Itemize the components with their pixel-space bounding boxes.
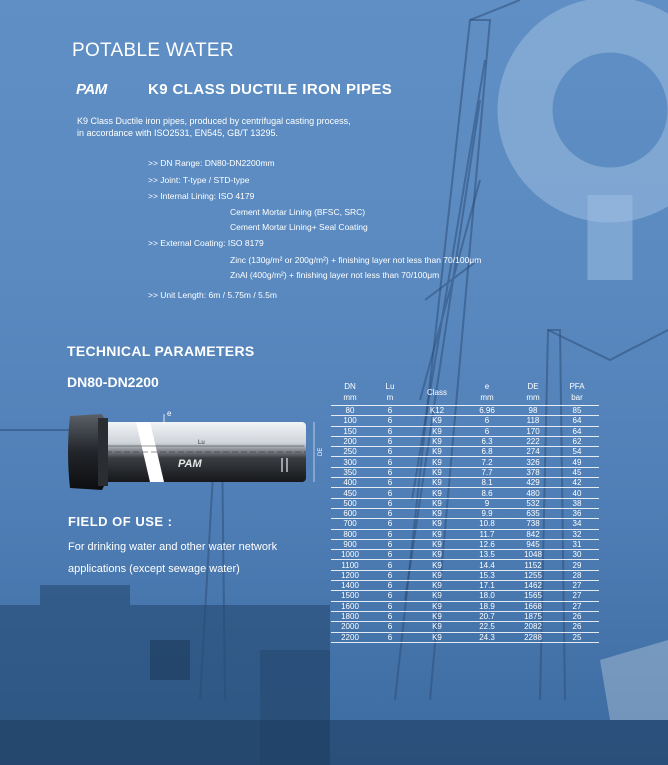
table-cell: 600 (331, 508, 369, 518)
table-cell: 6.96 (463, 406, 511, 416)
table-cell: 32 (555, 529, 599, 539)
table-cell: 27 (555, 581, 599, 591)
table-cell: 1875 (511, 611, 555, 621)
table-cell: 1000 (331, 550, 369, 560)
table-cell: 17.1 (463, 581, 511, 591)
table-row (331, 539, 599, 549)
table-cell: 1600 (331, 601, 369, 611)
table-cell: 7.7 (463, 467, 511, 477)
table-cell: 150 (331, 426, 369, 436)
table-cell: 6 (369, 632, 411, 642)
pipe-ring-graphic (525, 25, 668, 280)
table-row (331, 550, 599, 560)
table-cell: 6 (369, 457, 411, 467)
table-cell: 118 (511, 416, 555, 426)
table-row (331, 632, 599, 642)
table-cell: K9 (411, 457, 463, 467)
table-cell: 25 (555, 632, 599, 642)
table-row (331, 560, 599, 570)
table-cell: 8.6 (463, 488, 511, 498)
table-cell: K9 (411, 478, 463, 488)
table-cell: 11.7 (463, 529, 511, 539)
table-row (331, 601, 599, 611)
table-row (331, 611, 599, 621)
table-header-row (331, 379, 599, 406)
table-cell: 378 (511, 467, 555, 477)
table-cell: 20.7 (463, 611, 511, 621)
header-unit: mm (343, 393, 357, 402)
table-cell: 480 (511, 488, 555, 498)
table-row (331, 426, 599, 436)
header-label: Lu (385, 382, 395, 391)
field-of-use-text: For drinking water and other water network applications (except sewage water) (68, 541, 278, 575)
table-cell: 45 (555, 467, 599, 477)
table-cell: K12 (411, 406, 463, 416)
table-cell: 2288 (511, 632, 555, 642)
table-cell: 85 (555, 406, 599, 416)
table-cell: 2200 (331, 632, 369, 642)
field-of-use-title: FIELD OF USE : (68, 514, 173, 529)
table-cell: K9 (411, 581, 463, 591)
table-cell: 842 (511, 529, 555, 539)
table-row (331, 591, 599, 601)
table-cell: 27 (555, 591, 599, 601)
table-cell: 6 (369, 406, 411, 416)
spec-external-coating: >> External Coating: ISO 8179 (148, 238, 264, 248)
table-cell: 64 (555, 416, 599, 426)
spec-dn-range: >> DN Range: DN80-DN2200mm (148, 158, 275, 168)
table-header-cell (369, 379, 411, 406)
table-cell: 6 (369, 498, 411, 508)
technical-parameters-table (331, 379, 599, 643)
table-cell: 2000 (331, 622, 369, 632)
table-cell: 6 (369, 622, 411, 632)
table-row (331, 416, 599, 426)
spec-lining-option-1: Cement Mortar Lining (BFSC, SRC) (230, 207, 366, 217)
table-cell: 22.5 (463, 622, 511, 632)
table-cell: 6 (463, 416, 511, 426)
table-cell: K9 (411, 622, 463, 632)
table-cell: 6.8 (463, 447, 511, 457)
table-cell: 49 (555, 457, 599, 467)
table-cell: 1500 (331, 591, 369, 601)
table-cell: 6 (369, 601, 411, 611)
table-cell: 6 (369, 611, 411, 621)
intro-text (77, 115, 407, 139)
lu-label: Lu (198, 440, 205, 446)
table-cell: 15.3 (463, 570, 511, 580)
table-cell: 62 (555, 436, 599, 446)
table-cell: 38 (555, 498, 599, 508)
table-cell: 326 (511, 457, 555, 467)
table-cell: K9 (411, 570, 463, 580)
table-cell: K9 (411, 426, 463, 436)
table-cell: 27 (555, 601, 599, 611)
table-cell: 1565 (511, 591, 555, 601)
table-cell: 26 (555, 622, 599, 632)
table-cell: K9 (411, 601, 463, 611)
table-cell: 6 (369, 591, 411, 601)
table-cell: 29 (555, 560, 599, 570)
table-cell: K9 (411, 632, 463, 642)
table-cell: K9 (411, 447, 463, 457)
table-cell: K9 (411, 488, 463, 498)
table-cell: 31 (555, 539, 599, 549)
table-cell: 26 (555, 611, 599, 621)
table-cell: 429 (511, 478, 555, 488)
table-cell: 800 (331, 529, 369, 539)
table-cell: 18.0 (463, 591, 511, 601)
table-cell: 6 (369, 488, 411, 498)
product-title: K9 CLASS DUCTILE IRON PIPES (148, 81, 393, 98)
table-row (331, 570, 599, 580)
table-row (331, 519, 599, 529)
table-row (331, 467, 599, 477)
ship-silhouette (600, 640, 668, 720)
table-cell: 8.1 (463, 478, 511, 488)
table-row (331, 457, 599, 467)
table-cell: 6 (369, 436, 411, 446)
table-cell: 6 (369, 416, 411, 426)
table-cell: 24.3 (463, 632, 511, 642)
table-header-cell (463, 379, 511, 406)
spec-coating-option-2: ZnAl (400g/m²) + finishing layer not less than 70/100μm (230, 270, 440, 280)
table-cell: 200 (331, 436, 369, 446)
table-cell: K9 (411, 498, 463, 508)
table-cell: 1800 (331, 611, 369, 621)
table-cell: 7.2 (463, 457, 511, 467)
table-row (331, 447, 599, 457)
table-cell: 34 (555, 519, 599, 529)
table-cell: 42 (555, 478, 599, 488)
header-label: PFA (569, 382, 585, 391)
table-row (331, 478, 599, 488)
table-cell: 6 (369, 519, 411, 529)
table-row (331, 529, 599, 539)
table-row (331, 508, 599, 518)
table-cell: 9 (463, 498, 511, 508)
table-row (331, 581, 599, 591)
table-cell: 1400 (331, 581, 369, 591)
table-cell: 1200 (331, 570, 369, 580)
table-cell: 54 (555, 447, 599, 457)
table-cell: 6 (463, 426, 511, 436)
table-cell: 6.3 (463, 436, 511, 446)
table-cell: 2082 (511, 622, 555, 632)
table-row (331, 406, 599, 416)
table-cell: 80 (331, 406, 369, 416)
pipe-brand-print: PAM (178, 458, 202, 470)
header-unit: m (386, 393, 394, 402)
table-header-cell (511, 379, 555, 406)
table-cell: 6 (369, 426, 411, 436)
table-cell: 738 (511, 519, 555, 529)
table-cell: 18.9 (463, 601, 511, 611)
table-cell: 274 (511, 447, 555, 457)
table-cell: 6 (369, 508, 411, 518)
table-cell: 1152 (511, 560, 555, 570)
table-cell: 28 (555, 570, 599, 580)
table-cell: K9 (411, 611, 463, 621)
table-cell: 10.8 (463, 519, 511, 529)
table-cell: K9 (411, 529, 463, 539)
table-cell: 100 (331, 416, 369, 426)
table-cell: 13.5 (463, 550, 511, 560)
table-cell: 1255 (511, 570, 555, 580)
dn-range-title: DN80-DN2200 (67, 374, 159, 390)
spec-joint: >> Joint: T-type / STD-type (148, 175, 250, 185)
table-cell: 350 (331, 467, 369, 477)
table-cell: 1668 (511, 601, 555, 611)
table-row (331, 436, 599, 446)
table-cell: 945 (511, 539, 555, 549)
table-cell: 12.6 (463, 539, 511, 549)
table-cell: 6 (369, 550, 411, 560)
table-cell: K9 (411, 519, 463, 529)
table-cell: 6 (369, 467, 411, 477)
table-cell: K9 (411, 508, 463, 518)
table-cell: 14.4 (463, 560, 511, 570)
table-cell: 36 (555, 508, 599, 518)
table-row (331, 498, 599, 508)
table-cell: 6 (369, 581, 411, 591)
table-cell: 6 (369, 560, 411, 570)
table-header-cell (555, 379, 599, 406)
table-cell: 40 (555, 488, 599, 498)
de-label: DE (318, 447, 324, 456)
table-cell: 1048 (511, 550, 555, 560)
spec-unit-length: >> Unit Length: 6m / 5.75m / 5.5m (148, 290, 277, 300)
header-unit: mm (480, 393, 494, 402)
table-cell: 6 (369, 539, 411, 549)
table-cell: K9 (411, 560, 463, 570)
table-cell: 1462 (511, 581, 555, 591)
table-cell: K9 (411, 416, 463, 426)
table-cell: 635 (511, 508, 555, 518)
table-cell: 6 (369, 447, 411, 457)
table-cell: 400 (331, 478, 369, 488)
table-cell: K9 (411, 550, 463, 560)
table-cell: 6 (369, 529, 411, 539)
table-cell: 222 (511, 436, 555, 446)
spec-coating-option-1: Zinc (130g/m² or 200g/m²) + finishing layer not less than 70/100μm (230, 255, 482, 265)
table-cell: K9 (411, 467, 463, 477)
table-cell: K9 (411, 539, 463, 549)
table-cell: 450 (331, 488, 369, 498)
table-cell: 500 (331, 498, 369, 508)
header-label: DE (527, 382, 539, 391)
intro-line-1: K9 Class Ductile iron pipes, produced by centrifugal casting process, (77, 116, 351, 126)
table-header-cell (331, 379, 369, 406)
table-cell: 1100 (331, 560, 369, 570)
table-cell: 30 (555, 550, 599, 560)
table-cell: K9 (411, 436, 463, 446)
table-cell: 6 (369, 570, 411, 580)
table-cell: 900 (331, 539, 369, 549)
table-cell: 64 (555, 426, 599, 436)
table-row (331, 622, 599, 632)
table-cell: 250 (331, 447, 369, 457)
intro-line-2: in accordance with ISO2531, EN545, GB/T 13295. (77, 128, 278, 138)
table-row (331, 488, 599, 498)
table-body (331, 406, 599, 643)
table-cell: 700 (331, 519, 369, 529)
table-header-cell (411, 379, 463, 406)
table-cell: 9.9 (463, 508, 511, 518)
table-cell: 6 (369, 478, 411, 488)
spec-internal-lining: >> Internal Lining: ISO 4179 (148, 191, 255, 201)
header-label: e (484, 382, 490, 391)
table-cell: 98 (511, 406, 555, 416)
header-label: DN (344, 382, 356, 391)
section-title: POTABLE WATER (72, 40, 234, 61)
table-cell: 532 (511, 498, 555, 508)
e-label: e (167, 409, 172, 418)
table-cell: 300 (331, 457, 369, 467)
pipe-diagram (66, 402, 326, 494)
table-cell: K9 (411, 591, 463, 601)
spec-lining-option-2: Cement Mortar Lining+ Seal Coating (230, 222, 368, 232)
pam-logo: PAM (76, 81, 107, 98)
table-cell: 170 (511, 426, 555, 436)
header-unit: bar (571, 393, 583, 402)
header-unit: mm (526, 393, 540, 402)
technical-parameters-title: TECHNICAL PARAMETERS (67, 343, 255, 359)
header-label: Class (426, 387, 447, 397)
